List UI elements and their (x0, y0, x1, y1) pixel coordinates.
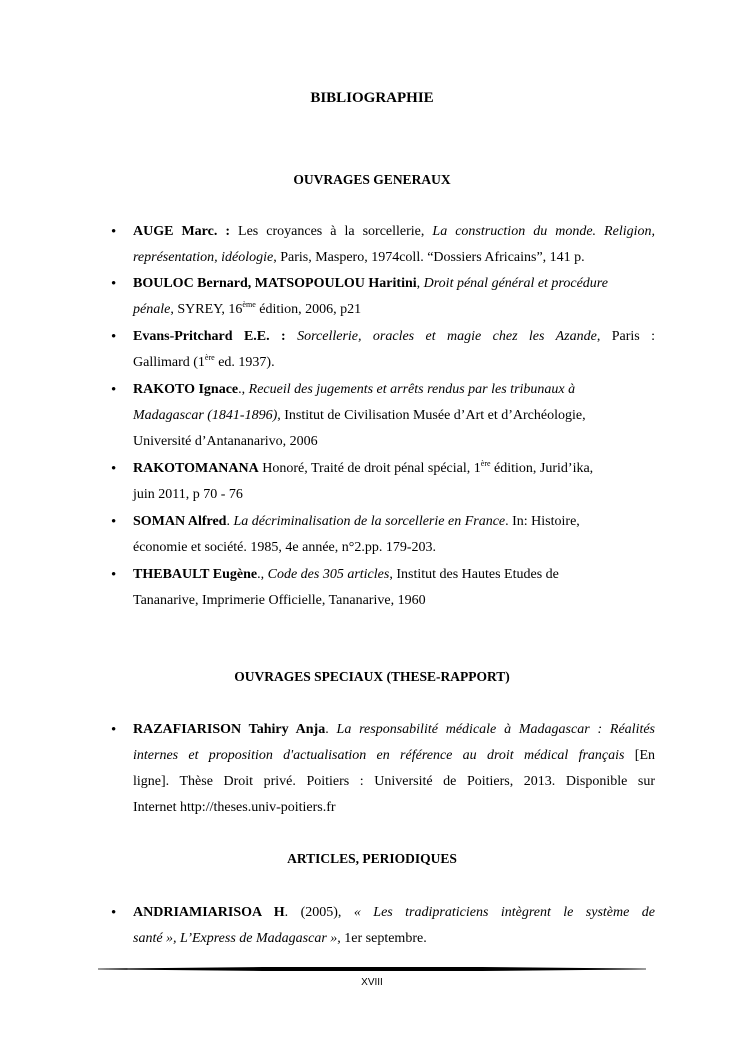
section-heading-special: OUVRAGES SPECIAUX (THESE-RAPPORT) (234, 669, 510, 684)
entry-text (286, 329, 297, 344)
entry-line (133, 535, 655, 561)
entry-text: , Paris, Maspero, 1974coll. “Dossiers Africains”, 141 p. (273, 250, 585, 265)
entry-line (133, 769, 655, 795)
section-heading-general: OUVRAGES GENERAUX (293, 172, 451, 187)
author: RAZAFIARISON Tahiry Anja (133, 722, 326, 737)
entry-text: édition, 2006, p21 (255, 302, 362, 317)
entry-line (133, 350, 655, 376)
entry-line (133, 562, 655, 588)
section-heading-articles: ARTICLES, PERIODIQUES (287, 851, 457, 866)
bullet: • (111, 382, 117, 398)
bullet: • (111, 567, 117, 583)
entry-line (133, 271, 655, 297)
bullet: • (111, 722, 117, 738)
entry-line (133, 509, 655, 535)
entry-title: santé », L’Express de Madagascar » (133, 931, 338, 946)
entry-text: . In: Histoire, (505, 514, 580, 529)
entry-text: , 1er septembre. (337, 931, 427, 946)
entry-line (133, 795, 655, 821)
entry-text: ligne]. Thèse Droit privé. Poitiers : Université de Poitiers, 2013. Disponible sur (133, 774, 655, 789)
entry-title: Droit pénal général et procédure (423, 276, 608, 291)
entry-text: , Institut de Civilisation Musée d’Art et d’Archéologie, (277, 408, 586, 423)
author: THEBAULT Eugène (133, 567, 258, 582)
entry-text: , Paris : (596, 329, 656, 344)
author: RAKOTOMANANA (133, 461, 259, 476)
entry-title: Madagascar (1841-1896) (133, 408, 278, 423)
entry-text: . (2005), (284, 905, 354, 920)
entry-title: Recueil des jugements et arrêts rendus par les tribunaux à (248, 382, 576, 397)
author: RAKOTO Ignace (133, 382, 239, 397)
entry-line (133, 926, 655, 952)
entry-line (133, 429, 655, 455)
entry-title: La construction du monde. Religion, (432, 224, 655, 239)
entry-text: édition, Jurid’ika, (490, 461, 594, 476)
entry-title: représentation, idéologie (133, 250, 274, 265)
page-number: XVIII (361, 977, 383, 988)
bullet: • (111, 461, 117, 477)
entry-line (133, 219, 655, 245)
entry-text: Tananarive, Imprimerie Officielle, Tananarive, 1960 (133, 593, 426, 608)
entry-text: . (226, 514, 234, 529)
entry-text: ., (238, 382, 249, 397)
entry-text: Université d’Antananarivo, 2006 (133, 434, 318, 449)
entry-line (133, 324, 655, 350)
superscript: ème (242, 300, 256, 309)
entry-text: ed. 1937). (214, 355, 275, 370)
entry-line (133, 717, 655, 743)
entry-text: Gallimard (1 (133, 355, 205, 370)
entry-line (133, 588, 655, 614)
entry-line (133, 900, 655, 926)
entry-line (133, 297, 655, 323)
entry-line (133, 482, 655, 508)
entry-line (133, 456, 655, 482)
entry-title: « Les tradipraticiens intègrent le système de (353, 905, 655, 920)
entry-title: La responsabilité médicale à Madagascar : Réalités (336, 722, 656, 737)
bullet: • (111, 224, 117, 240)
entry-line (133, 403, 655, 429)
entry-text: , SYREY, 16 (170, 302, 243, 317)
entry-line (133, 245, 655, 271)
entry-text: juin 2011, p 70 - 76 (133, 487, 243, 502)
entry-title: Sorcellerie, oracles et magie chez les Azande (297, 329, 597, 344)
entry-text: Internet http://theses.univ-poitiers.fr (133, 800, 336, 815)
author: SOMAN Alfred (133, 514, 227, 529)
bullet: • (111, 276, 117, 292)
entry-text: économie et société. 1985, 4e année, n°2.pp. 179-203. (133, 540, 437, 555)
superscript: ère (480, 459, 491, 468)
entry-title: internes et proposition d'actualisation en référence au droit médical français (133, 748, 625, 763)
author: ANDRIAMIARISOA H (133, 905, 285, 920)
bullet: • (111, 329, 117, 345)
entry-text: Honoré, Traité de droit pénal spécial, 1 (258, 461, 481, 476)
entry-text: ., (257, 567, 268, 582)
page-title: BIBLIOGRAPHIE (310, 90, 434, 106)
entry-text: Les croyances à la sorcellerie, (230, 224, 433, 239)
entry-title: pénale (133, 302, 171, 317)
footer-divider (98, 967, 646, 971)
bullet: • (111, 514, 117, 530)
entry-text: . (325, 722, 337, 737)
author: Evans-Pritchard E.E. : (133, 329, 286, 344)
entry-line (133, 377, 655, 403)
author: AUGE Marc. : (133, 224, 231, 239)
entry-title: La décriminalisation de la sorcellerie en France (233, 514, 506, 529)
author: BOULOC Bernard, MATSOPOULOU Haritini (133, 276, 417, 291)
entry-text: , Institut des Hautes Etudes de (389, 567, 559, 582)
entry-text: , (416, 276, 424, 291)
bullet: • (111, 905, 117, 921)
entry-title: Code des 305 articles (267, 567, 390, 582)
superscript: ère (204, 353, 215, 362)
entry-line (133, 743, 655, 769)
entry-text: [En (624, 748, 655, 763)
